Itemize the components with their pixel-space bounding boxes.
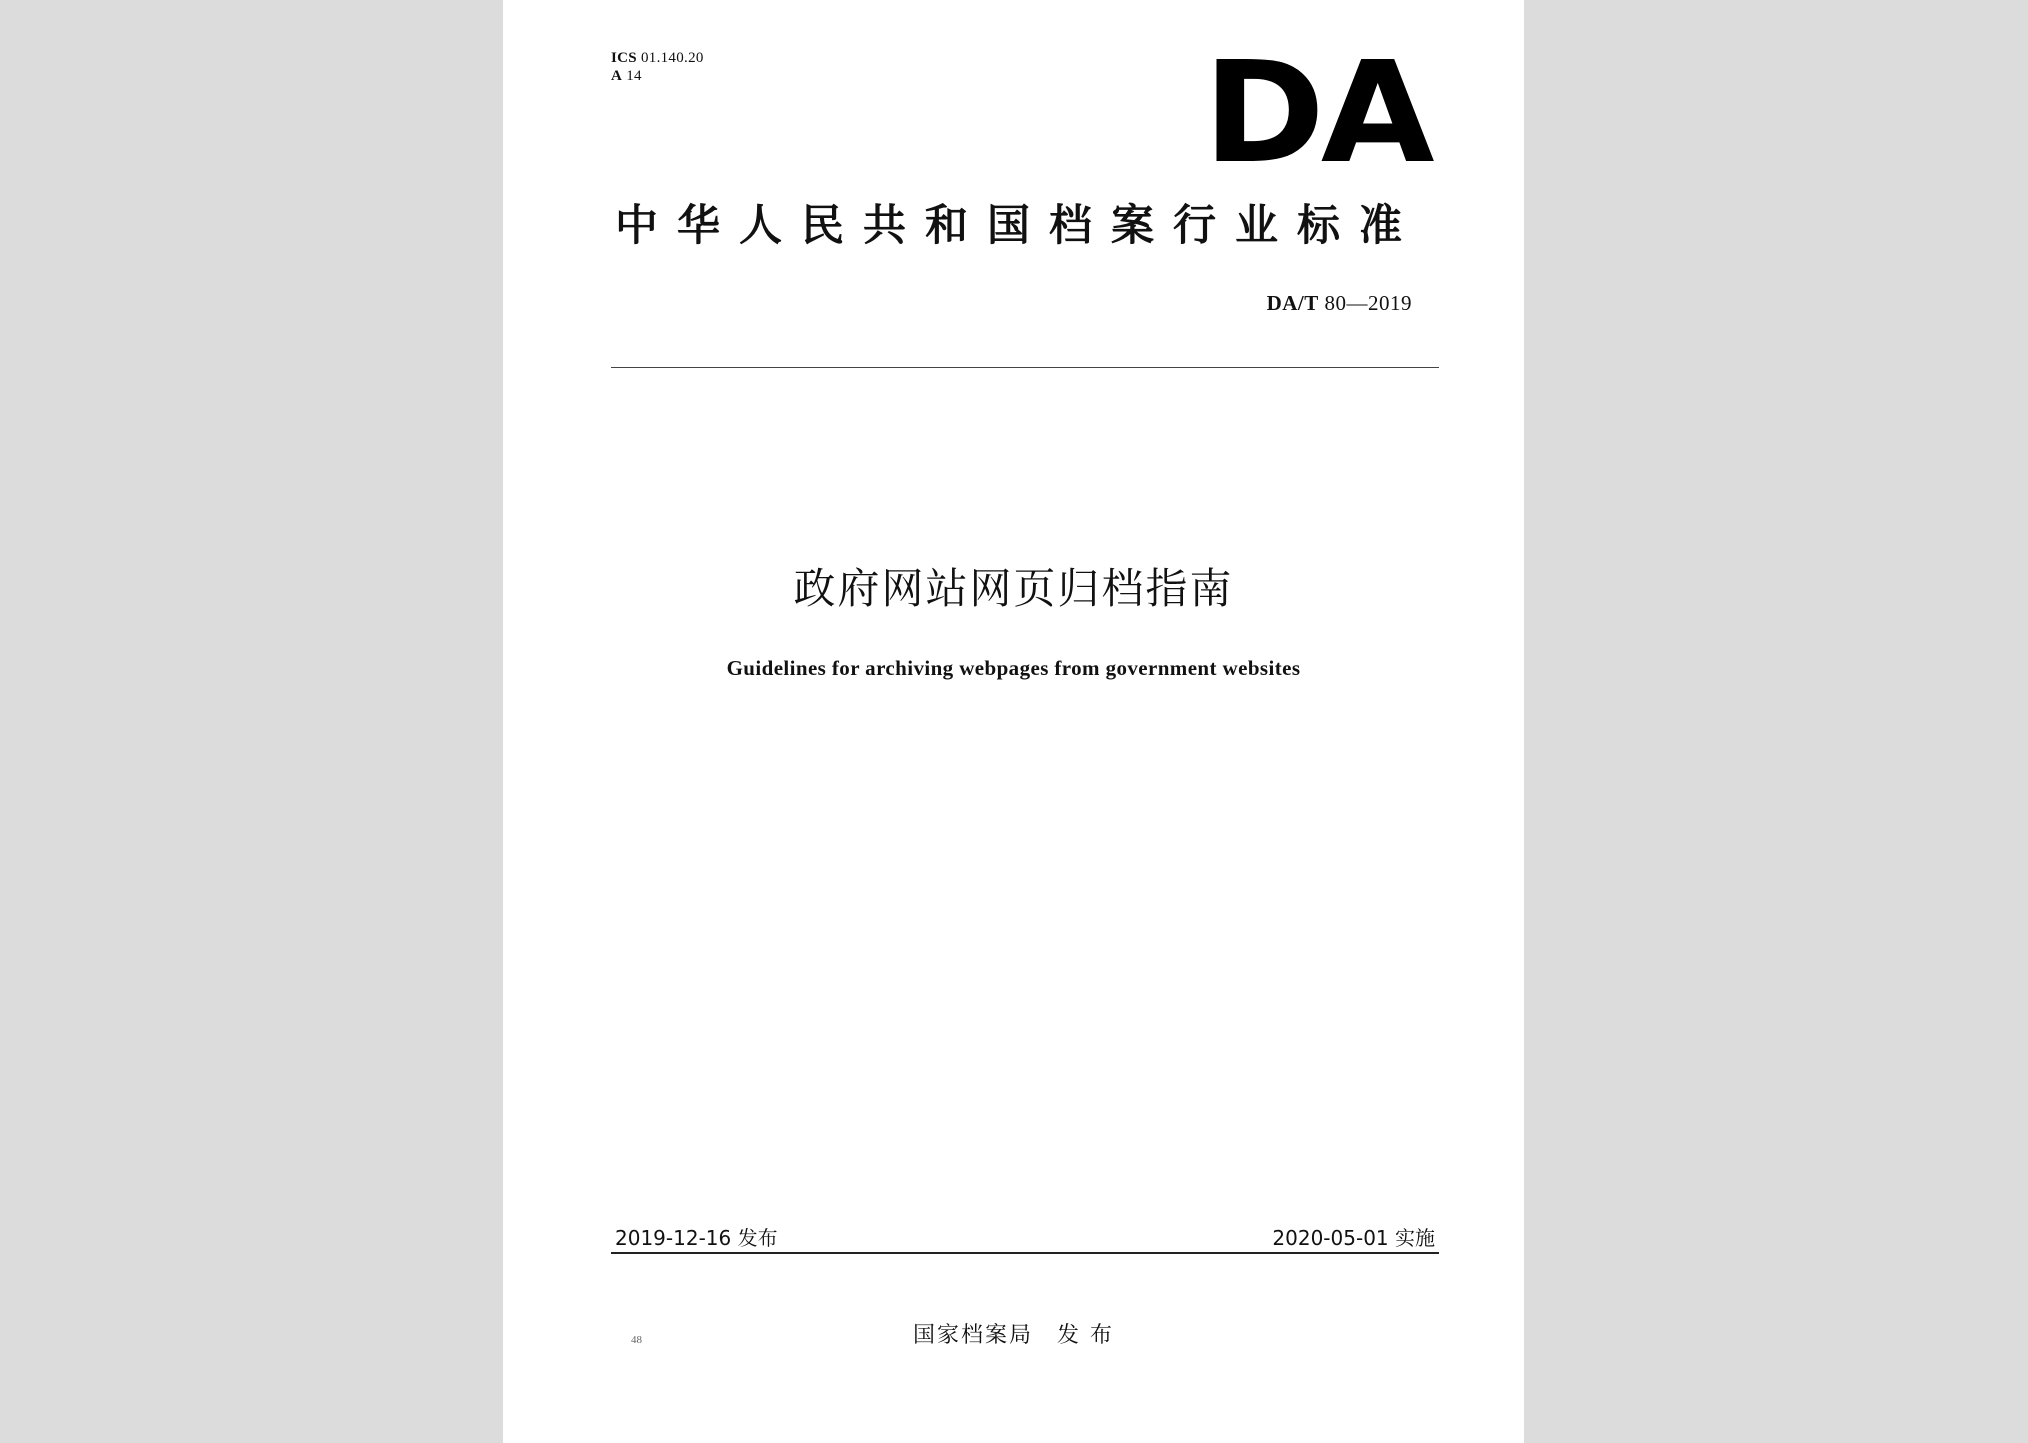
implementation-date: 2020-05-01 实施 bbox=[1272, 1226, 1435, 1250]
standard-category-title: 中华人民共和国档案行业标准 bbox=[615, 201, 1421, 251]
date-row bbox=[611, 1222, 1439, 1252]
standard-number-prefix: DA/T bbox=[1266, 291, 1319, 315]
bottom-divider bbox=[611, 1252, 1439, 1254]
ccs-code: 14 bbox=[626, 68, 642, 84]
ccs-label: A bbox=[611, 68, 623, 84]
standard-number bbox=[1267, 291, 1412, 316]
document-title-chinese: 政府网站网页归档指南 bbox=[793, 564, 1234, 613]
issue-date: 2019-12-16 发布 bbox=[615, 1226, 778, 1250]
ics-label: ICS bbox=[611, 50, 637, 66]
ccs-line bbox=[611, 67, 704, 85]
document-title-english: Guidelines for archiving webpages from government websites bbox=[726, 656, 1301, 680]
publisher-name: 国家档案局 bbox=[912, 1323, 1033, 1348]
standard-number-value: 80—2019 bbox=[1324, 291, 1412, 315]
ics-code: 01.140.20 bbox=[640, 50, 704, 66]
publisher-action: 发 布 bbox=[1057, 1323, 1114, 1348]
document-page bbox=[503, 0, 1524, 1443]
publisher bbox=[503, 1318, 1524, 1349]
page-number: 48 bbox=[631, 1334, 642, 1346]
classification-codes bbox=[611, 49, 704, 85]
da-logo: DA bbox=[1203, 32, 1431, 195]
top-divider bbox=[611, 367, 1439, 368]
ics-line bbox=[611, 49, 704, 67]
